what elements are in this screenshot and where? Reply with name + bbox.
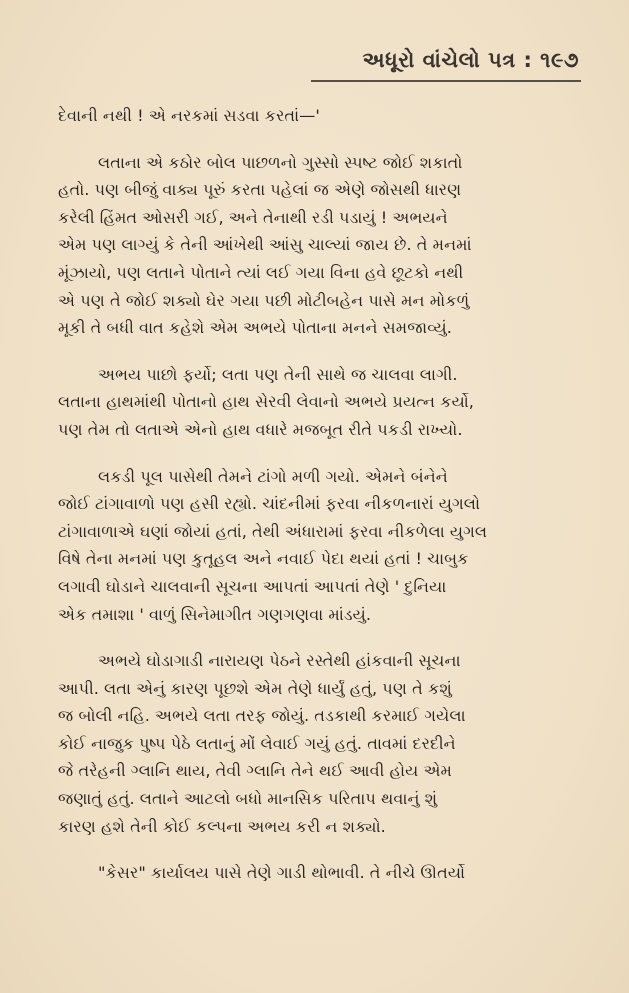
text-line: પણ તેમ તો લતાએ એનો હાથ વધારે મજબૂત રીતે પકડી રાખ્યો. bbox=[58, 419, 463, 439]
paragraph-1 bbox=[58, 102, 586, 130]
text-line: જે તરેહની ગ્લાનિ થાય, તેવી ગ્લાનિ તેને થઈ આવી હોય એમ bbox=[58, 761, 452, 781]
paragraph-6 bbox=[58, 859, 586, 887]
text-line: લકડી પૂલ પાસેથી તેમને ટાંગો મળી ગયો. એમને બંનેને bbox=[98, 466, 448, 486]
text-line: અભયે ઘોડાગાડી નારાયણ પેઠને રસ્તેથી હાંકવાની સૂચના bbox=[98, 651, 461, 671]
text-line: લતાના હાથમાંથી પોતાનો હાથ સેરવી લેવાનો અભયે પ્રયત્ન કર્યો, bbox=[58, 392, 474, 412]
text-line: કરેલી હિંમત ઓસરી ગઈ, અને તેનાથી રડી પડાયું ! અભયને bbox=[58, 207, 448, 227]
text-line: જોઈ ટાંગાવાળો પણ હસી રહ્યો. ચાંદનીમાં ફરવા નીકળનારાં યુગલો bbox=[58, 494, 481, 514]
text-line: એ પણ તે જોઈ શક્યો ઘેર ગયા પછી મોટીબહેન પાસે મન મોકળું bbox=[58, 290, 470, 310]
text-line: જણાતું હતું. લતાને આટલો બધો માનસિક પરિતાપ થવાનું શું bbox=[58, 789, 438, 809]
text-line: લતાના એ કઠોર બોલ પાછળનો ગુસ્સો સ્પષ્ટ જોઈ શકાતો bbox=[98, 152, 463, 172]
text-line: વિષે તેના મનમાં પણ કુતૂહલ અને નવાઈ પેદા થયાં હતાં ! ચાબુક bbox=[58, 549, 469, 569]
text-line: મૂંઝાયો, પણ લતાને પોતાને ત્યાં લઈ ગયા વિના હવે છૂટકો નથી bbox=[58, 262, 464, 282]
text-line: દેવાની નથી ! એ નરકમાં સડવા કરતાં—' bbox=[58, 106, 320, 125]
running-head: અધૂરો વાંચેલો પત્ર : ૧૯૭ bbox=[362, 48, 579, 72]
text-line: એમ પણ લાગ્યું કે તેની આંખેથી આંસુ ચાલ્યાં જાય છે. તે મનમાં bbox=[58, 235, 472, 255]
text-line: "કેસર" કાર્યાલય પાસે તેણે ગાડી થોભાવી. તે નીચે ઊતર્યો bbox=[98, 863, 466, 883]
text-line: એક તમાશા ' વાળું સિનેમાગીત ગણગણવા માંડયું. bbox=[58, 604, 372, 624]
paragraph-3 bbox=[58, 361, 586, 444]
body-text bbox=[58, 102, 586, 906]
text-line: અભય પાછો ફર્યો; લતા પણ તેની સાથે જ ચાલવા લાગી. bbox=[98, 364, 458, 384]
text-line: હતો. પણ બીજું વાક્ય પૂરું કરતા પહેલાં જ એણે જોસથી ધારણ bbox=[58, 180, 462, 200]
text-line: કોઈ નાજુક પુષ્પ પેઠે લતાનું મોં લેવાઈ ગયું હતું. તાવમાં દરદીને bbox=[58, 733, 456, 753]
text-line: લગાવી ઘોડાને ચાલવાની સૂચના આપતાં આપતાં તેણે ' દુનિયા bbox=[58, 576, 447, 596]
paragraph-2 bbox=[58, 149, 586, 342]
paragraph-4 bbox=[58, 463, 586, 629]
text-line: ટાંગાવાળાએ ઘણાં જોયાં હતાં, તેથી અંધારામાં ફરવા નીકળેલા યુગલ bbox=[58, 521, 488, 541]
text-line: આપી. લતા એનું કારણ પૂછશે એમ તેણે ધાર્યું હતું, પણ તે કશું bbox=[58, 678, 452, 698]
header-rule bbox=[311, 80, 581, 82]
text-line: જ બોલી નહિ. અભયે લતા તરફ જોયું. તડકાથી કરમાઈ ગયેલા bbox=[58, 706, 466, 726]
text-line: કારણ હશે તેની કોઈ કલ્પના અભય કરી ન શક્યો. bbox=[58, 816, 386, 836]
text-line: મૂકી તે બધી વાત કહેશે એમ અભયે પોતાના મનને સમજાવ્યું. bbox=[58, 318, 452, 338]
paragraph-5 bbox=[58, 647, 586, 840]
